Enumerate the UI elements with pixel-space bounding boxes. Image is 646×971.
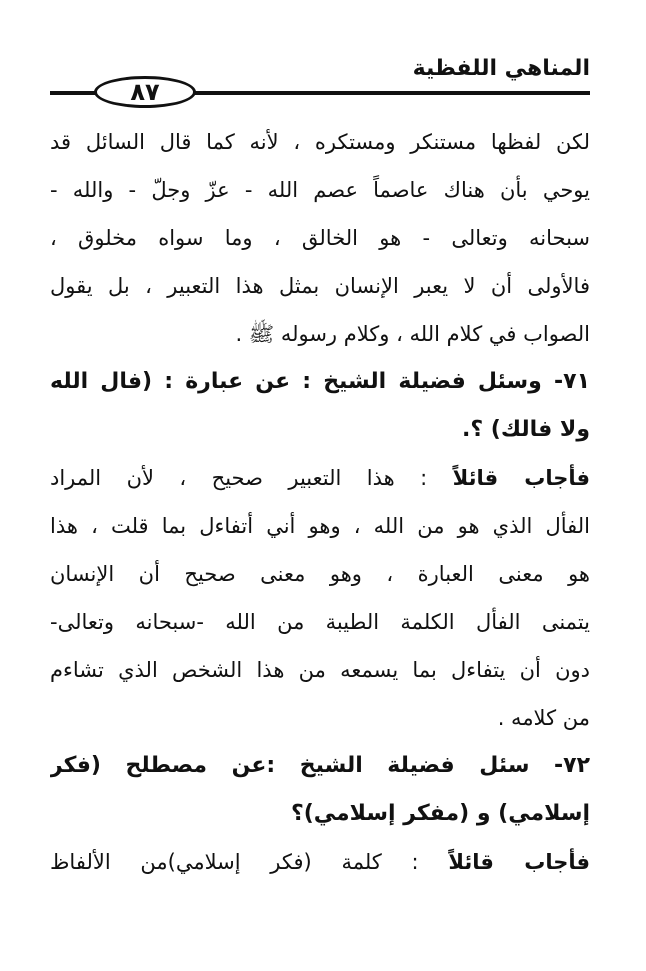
answer-lead: فأجاب قائلاً	[448, 850, 590, 874]
answer-lead: فأجاب قائلاً	[452, 466, 590, 490]
answer-text: : هذا التعبير صحيح ، لأن المراد	[50, 466, 453, 490]
answer-line-72	[50, 838, 590, 886]
answer-text: : كلمة (فكر إسلامي)من الألفاظ	[50, 850, 449, 874]
text-line: من كلامه .	[497, 706, 590, 730]
text-line: لكن لفظها مستنكر ومستكره ، لأنه كما قال السائل قد	[50, 130, 590, 154]
answer-line-71	[50, 454, 590, 502]
text-line: دون أن يتفاءل بما يسمعه من هذا الشخص الذي تشاءم	[50, 658, 590, 682]
text-line: الصواب في كلام الله ، وكلام رسوله ﷺ .	[235, 322, 590, 346]
question-heading-72: ٧٢- سئل فضيلة الشيخ :عن مصطلح (فكر	[50, 753, 590, 778]
body-text	[50, 118, 590, 886]
running-title: المناهي اللفظية	[412, 56, 590, 81]
question-heading-71-end: ولا فالك) ؟.	[462, 417, 590, 442]
page-number: ٨٧	[130, 78, 160, 106]
text-line: هو معنى العبارة ، وهو معنى صحيح أن الإنسان	[50, 562, 590, 586]
text-line: يوحي بأن هناك عاصماً عصم الله - عزّ وجلّ - والله -	[50, 178, 590, 202]
page-header	[50, 52, 590, 106]
text-line: الفأل الذي هو من الله ، وهو أني أتفاءل بما قلت ، هذا	[50, 514, 590, 538]
question-heading-72-end: إسلامي) و (مفكر إسلامي)؟	[290, 801, 590, 826]
text-line: سبحانه وتعالى - هو الخالق ، وما سواه مخلوق ،	[50, 226, 590, 250]
text-line: فالأولى أن لا يعبر الإنسان بمثل هذا التعبير ، بل يقول	[50, 274, 590, 298]
text-line: يتمنى الفأل الكلمة الطيبة من الله -سبحانه وتعالى-	[50, 610, 590, 634]
page-number-oval	[94, 76, 196, 108]
question-heading-71: ٧١- وسئل فضيلة الشيخ : عن عبارة : (فال الله	[50, 369, 590, 394]
